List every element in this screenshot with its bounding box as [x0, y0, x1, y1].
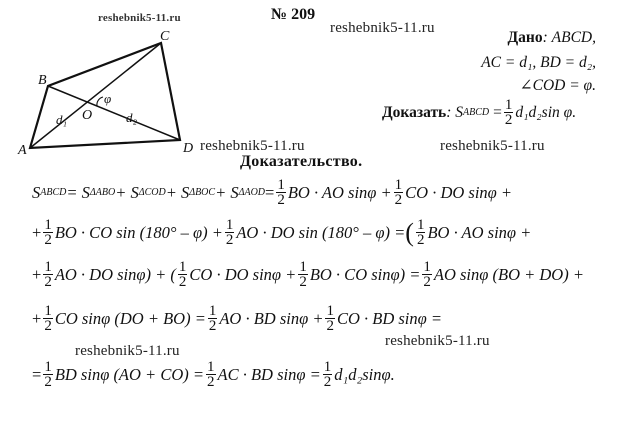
half-den: 2	[416, 232, 425, 248]
label-d1: d₁	[56, 112, 68, 127]
l3-plus: +	[32, 264, 42, 284]
l1-term-2: CO · DO sinφ +	[405, 182, 513, 202]
l1-s3: + S	[115, 182, 139, 202]
diagonal-ac	[30, 43, 161, 148]
label-c: C	[160, 29, 170, 44]
watermark-top-left: reshebnik5-11.ru	[98, 12, 181, 24]
l2-term-2: AO · DO sin (180° – φ) =	[236, 222, 406, 242]
l3-term-1: AO · DO sinφ) + (	[54, 264, 176, 284]
half-num: 1	[394, 177, 403, 193]
l2-term-1: BO · CO sin (180° – φ) +	[54, 222, 223, 242]
l1-s: S	[32, 182, 41, 202]
half-num: 1	[277, 177, 285, 193]
l1-s2-sub: ΔABO	[89, 187, 116, 198]
l3-half-4	[422, 260, 432, 289]
l2-plus: +	[32, 222, 42, 242]
l1-s5: + S	[215, 182, 239, 202]
half-num: 1	[416, 217, 425, 233]
prove-sub: ABCD	[463, 107, 490, 118]
l5-half-2	[206, 360, 216, 389]
l4-half-3	[325, 304, 335, 333]
label-phi: φ	[104, 91, 112, 106]
l1-s2: = S	[66, 182, 90, 202]
l3-term-2: CO · DO sinφ +	[189, 264, 297, 284]
label-a: A	[18, 143, 27, 158]
l4-term-1: CO sinφ (DO + BO) =	[54, 308, 206, 328]
l5-term-1: BD sinφ (AO + CO) =	[54, 364, 204, 384]
l3-half-1	[43, 260, 53, 289]
given-text-2: AC = d₁, BD = d₂,	[481, 54, 596, 71]
proof-line-3	[32, 260, 584, 289]
half-den: 2	[44, 374, 52, 390]
half-den: 2	[326, 318, 334, 334]
half-num: 1	[423, 259, 431, 275]
label-d: D	[183, 141, 194, 156]
l3-term-4: AO sinφ (BO + DO) +	[433, 264, 584, 284]
half-num: 1	[323, 359, 332, 375]
watermark-top-center: reshebnik5-11.ru	[330, 20, 435, 36]
l4-term-3: CO · BD sinφ =	[336, 308, 443, 328]
l1-half-1	[276, 178, 286, 207]
l2-half-3	[416, 218, 426, 247]
half-num: 1	[44, 359, 52, 375]
l2-half-1	[43, 218, 53, 247]
label-d2: d₂	[126, 110, 138, 125]
watermark-mid-right: reshebnik5-11.ru	[440, 138, 545, 154]
label-b: B	[38, 73, 47, 88]
prove-frac-den: 2	[504, 112, 513, 128]
half-num: 1	[44, 259, 52, 275]
l1-s-sub: ABCD	[40, 187, 67, 198]
l1-s5-sub: ΔAOD	[238, 187, 266, 198]
given-text-3: ∠COD = φ.	[519, 77, 596, 94]
angle-arc	[97, 97, 103, 106]
l1-eq: =	[265, 182, 275, 202]
given-text-1: : ABCD,	[542, 29, 596, 46]
l1-term-1: BO · AO sinφ +	[287, 182, 392, 202]
l2-half-2	[225, 218, 235, 247]
proof-line-5	[32, 360, 395, 389]
l2-term-3: BO · AO sinφ +	[427, 222, 532, 242]
l4-plus: +	[32, 308, 42, 328]
half-den: 2	[44, 232, 52, 248]
half-num: 1	[299, 259, 307, 275]
l5-eq: =	[32, 364, 42, 384]
prove-rhs: d₁d₂sin φ.	[515, 103, 577, 121]
half-den: 2	[44, 318, 52, 334]
watermark-mid-left: reshebnik5-11.ru	[200, 138, 305, 154]
proof-line-2: + $\frac{1}{2}$ BO · CO sin (180° – φ) + $\frac{1}{2}$ AO · DO sin (180° – φ) = ( $\frac{1}{2}$ BO · AO sinφ +	[32, 217, 532, 248]
l1-s3-sub: ΔCOD	[138, 187, 166, 198]
diagonal-bd	[48, 86, 180, 140]
half-num: 1	[326, 303, 334, 319]
half-den: 2	[44, 274, 52, 290]
l3-half-3	[298, 260, 308, 289]
l1-s4-sub: ΔBOC	[189, 187, 216, 198]
half-num: 1	[208, 303, 217, 319]
label-o: O	[82, 108, 93, 123]
prove-s: : S	[446, 103, 464, 121]
half-den: 2	[207, 374, 215, 390]
half-num: 1	[207, 359, 215, 375]
half-num: 1	[225, 217, 234, 233]
half-num: 1	[44, 217, 52, 233]
proof-title: Доказательство.	[240, 153, 363, 170]
half-den: 2	[394, 192, 403, 208]
l3-term-3: BO · CO sinφ) =	[309, 264, 421, 284]
prove-line: Доказать : S ABCD = $\frac{1}{2}$ d₁d₂sin φ.	[382, 97, 577, 128]
half-den: 2	[225, 232, 234, 248]
l4-half-2	[208, 304, 218, 333]
l5-term-2: AC · BD sinφ =	[217, 364, 321, 384]
l3-half-2	[178, 260, 188, 289]
given-label: Дано	[507, 29, 543, 46]
half-den: 2	[277, 192, 285, 208]
l1-s4: + S	[165, 182, 190, 202]
problem-number: № 209	[271, 6, 316, 23]
proof-line-1	[32, 178, 512, 207]
watermark-bottom-right: reshebnik5-11.ru	[385, 333, 490, 349]
l5-half-1	[43, 360, 53, 389]
half-den: 2	[299, 274, 307, 290]
proof-line-4	[32, 304, 442, 333]
watermark-bottom-left: reshebnik5-11.ru	[75, 343, 180, 359]
half-den: 2	[323, 374, 332, 390]
l5-half-3	[323, 360, 333, 389]
half-den: 2	[178, 274, 187, 290]
prove-label: Доказать	[382, 103, 447, 121]
l1-half-2	[394, 178, 404, 207]
half-num: 1	[44, 303, 52, 319]
half-den: 2	[423, 274, 431, 290]
half-num: 1	[178, 259, 187, 275]
l4-half-1	[43, 304, 53, 333]
prove-frac-num: 1	[504, 97, 513, 113]
l4-term-2: AO · BD sinφ +	[219, 308, 324, 328]
half-den: 2	[208, 318, 217, 334]
l5-term-3: d₁d₂sinφ.	[334, 364, 395, 384]
